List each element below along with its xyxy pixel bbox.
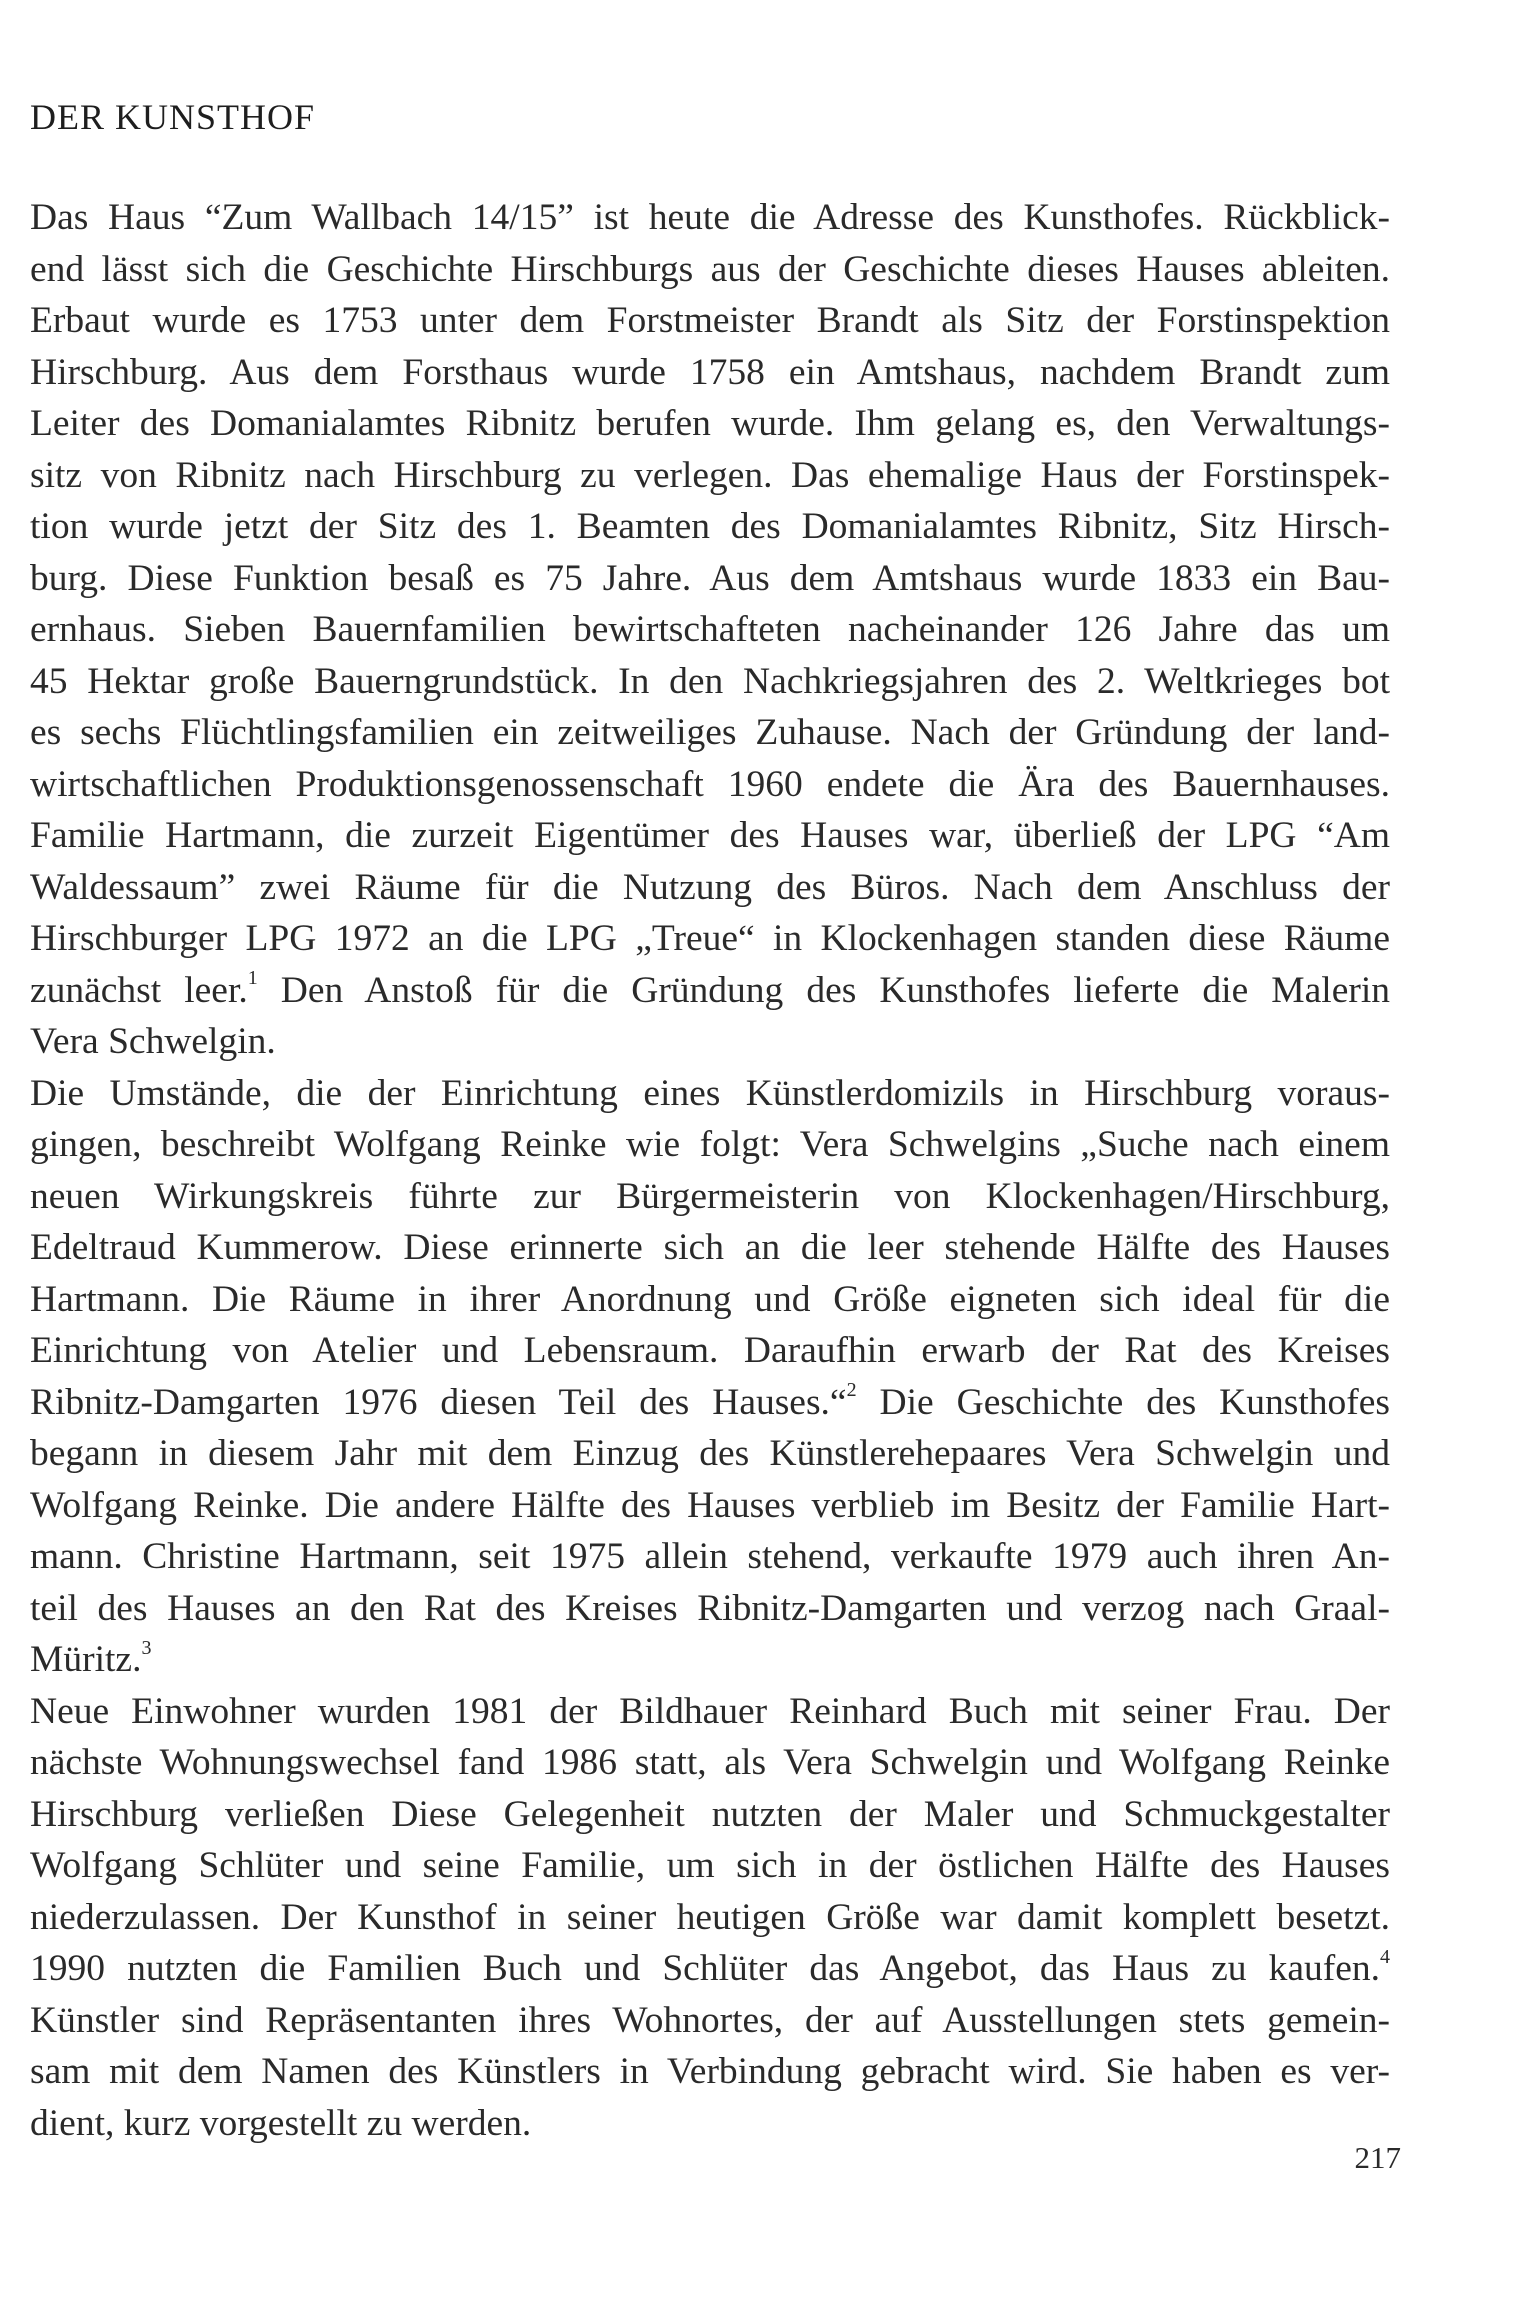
text-line: nächste Wohnungswechsel fand 1986 statt, als Vera Schwelgin und Wolfgang Reinke [30,1742,1390,1783]
text-line: end lässt sich die Geschichte Hirschburgs aus der Geschichte dieses Hauses ableiten. [30,248,1390,290]
text-line: mann. Christine Hartmann, seit 1975 allein stehend, verkaufte 1979 auch ihren An- [30,1536,1390,1577]
text-line: Waldessaum” zwei Räume für die Nutzung des Büros. Nach dem Anschluss der [30,866,1390,908]
text-line: Wolfgang Reinke. Die andere Hälfte des Hauses verblieb im Besitz der Familie Hart- [30,1484,1390,1526]
text-line: 45 Hektar große Bauerngrundstück. In den Nachkriegsjahren des 2. Weltkrieges bot [30,660,1390,702]
text-line-with-footnote [30,1377,1390,1429]
text-line: tion wurde jetzt der Sitz des 1. Beamten des Domanialamtes Ribnitz, Sitz Hirsch- [30,506,1390,547]
text-line: Leiter des Domanialamtes Ribnitz berufen wurde. Ihm gelang es, den Verwaltungs- [30,403,1390,444]
text-segment: Die Geschichte des Kunsthofes [856,1381,1390,1423]
footnote-marker: 4 [1380,1945,1390,1968]
text-line: Hirschburger LPG 1972 an die LPG „Treue“ in Klockenhagen standen diese Räume [30,918,1390,959]
paragraph-1 [30,192,1390,1068]
text-line-with-footnote [30,965,1390,1017]
text-line: Vera Schwelgin. [30,1021,276,1062]
page-title: DER KUNSTHOF [30,97,316,137]
footnote-marker: 2 [846,1379,857,1401]
text-line: Wolfgang Schlüter und seine Familie, um sich in der östlichen Hälfte des Hauses [30,1845,1390,1886]
page-number: 217 [1354,2140,1401,2175]
text-line: Das Haus “Zum Wallbach 14/15” ist heute die Adresse des Kunsthofes. Rückblick- [30,197,1390,238]
text-line: Die Umstände, die der Einrichtung eines Künstlerdomizils in Hirschburg voraus- [30,1072,1390,1114]
text-line: niederzulassen. Der Kunsthof in seiner heutigen Größe war damit komplett besetzt. [30,1896,1390,1938]
text-line: Hirschburg verließen Diese Gelegenheit nutzten der Maler und Schmuckgestalter [30,1793,1390,1835]
text-line: Hartmann. Die Räume in ihrer Anordnung und Größe eigneten sich ideal für die [30,1278,1390,1320]
text-segment: Ribnitz-Damgarten 1976 diesen Teil des Hauses.“ [30,1381,847,1423]
text-line: sam mit dem Namen des Künstlers in Verbindung gebracht wird. Sie haben es ver- [30,2051,1390,2092]
text-line: dient, kurz vorgestellt zu werden. [30,2102,532,2144]
paragraph-3 [30,1686,1390,2150]
text-line: Edeltraud Kummerow. Diese erinnerte sich an die leer stehende Hälfte des Hauses [30,1227,1390,1268]
text-line: wirtschaftlichen Produktionsgenossenschaft 1960 endete die Ära des Bauernhauses. [30,763,1390,805]
text-line: Künstler sind Repräsentanten ihres Wohnortes, der auf Ausstellungen stets gemein- [30,1999,1390,2041]
footnote-marker: 1 [247,967,258,989]
text-line: begann in diesem Jahr mit dem Einzug des Künstlerehepaares Vera Schwelgin und [30,1433,1390,1474]
text-segment: Den Anstoß für die Gründung des Kunsthofes lieferte die Malerin [257,969,1390,1011]
text-line: neuen Wirkungskreis führte zur Bürgermeisterin von Klockenhagen/Hirschburg, [30,1175,1390,1217]
text-segment: zunächst leer. [30,969,248,1011]
text-line: gingen, beschreibt Wolfgang Reinke wie folgt: Vera Schwelgins „Suche nach einem [30,1124,1390,1165]
text-line: Hirschburg. Aus dem Forsthaus wurde 1758 ein Amtshaus, nachdem Brandt zum [30,351,1390,393]
text-line-with-footnote [30,1943,1390,1995]
footnote-marker: 3 [141,1636,152,1659]
text-line: ernhaus. Sieben Bauernfamilien bewirtschafteten nacheinander 126 Jahre das um [30,609,1390,650]
paragraph-2 [30,1068,1390,1686]
text-segment: Müritz. [30,1639,142,1680]
text-line: Familie Hartmann, die zurzeit Eigentümer des Hauses war, überließ der LPG “Am [30,815,1390,856]
text-line: Erbaut wurde es 1753 unter dem Forstmeister Brandt als Sitz der Forstinspektion [30,300,1390,341]
text-line: teil des Hauses an den Rat des Kreises Ribnitz-Damgarten und verzog nach Graal- [30,1587,1390,1629]
text-segment: 1990 nutzten die Familien Buch und Schlüter das Angebot, das Haus zu kaufen. [30,1948,1380,1989]
text-line: Einrichtung von Atelier und Lebensraum. Daraufhin erwarb der Rat des Kreises [30,1330,1390,1371]
text-line: sitz von Ribnitz nach Hirschburg zu verlegen. Das ehemalige Haus der Forstinspek- [30,454,1390,496]
text-line: es sechs Flüchtlingsfamilien ein zeitweiliges Zuhause. Nach der Gründung der land- [30,712,1390,753]
body-text [30,192,1390,2149]
text-line: burg. Diese Funktion besaß es 75 Jahre. Aus dem Amtshaus wurde 1833 ein Bau- [30,557,1390,599]
text-line: Neue Einwohner wurden 1981 der Bildhauer Reinhard Buch mit seiner Frau. Der [30,1690,1390,1732]
text-line-with-footnote [30,1634,1390,1686]
